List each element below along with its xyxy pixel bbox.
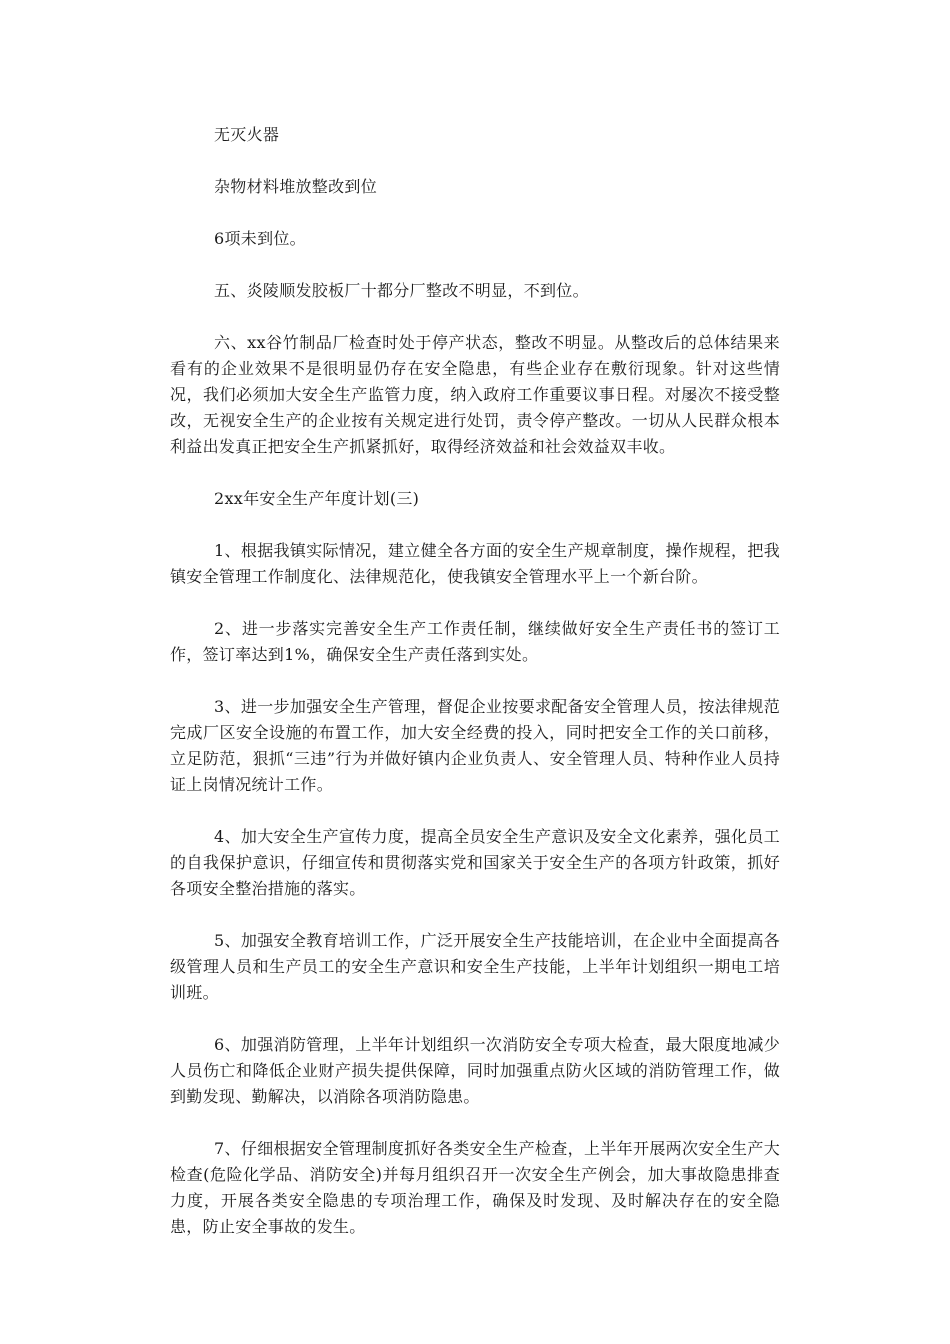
plan-item-6: 6、加强消防管理，上半年计划组织一次消防安全专项大检查，最大限度地减少人员伤亡和降低企业财产损失提供保障，同时加强重点防火区域的消防管理工作，做到勤发现、勤解决，以消除各项消防隐患。 — [170, 1035, 780, 1106]
plan-item-2: 2、进一步落实完善安全生产工作责任制，继续做好安全生产责任书的签订工作，签订率达到1%，确保安全生产责任落到实处。 — [170, 619, 780, 664]
plan-item-4: 4、加大安全生产宣传力度，提高全员安全生产意识及安全文化素养，强化员工的自我保护意识，仔细宣传和贯彻落实党和国家关于安全生产的各项方针政策，抓好各项安全整治措施的落实。 — [170, 827, 780, 898]
paragraph-item-five: 五、炎陵顺发胶板厂十都分厂整改不明显，不到位。 — [214, 281, 589, 300]
paragraph-debris-rectified: 杂物材料堆放整改到位 — [214, 177, 378, 196]
paragraph-six-items: 6项未到位。 — [214, 229, 306, 248]
document-page — [170, 122, 780, 1240]
plan-item-5: 5、加强安全教育培训工作，广泛开展安全生产技能培训，在企业中全面提高各级管理人员和生产员工的安全生产意识和安全生产技能，上半年计划组织一期电工培训班。 — [170, 931, 780, 1002]
plan-item-3: 3、进一步加强安全生产管理，督促企业按要求配备安全管理人员，按法律规范完成厂区安全设施的布置工作，加大安全经费的投入，同时把安全工作的关口前移，立足防范，狠抓“三违”行为并做好镇内企业负责人、安全管理人员、特种作业人员持证上岗情况统计工作。 — [170, 697, 780, 794]
section-heading-annual-plan: 2xx年安全生产年度计划(三) — [214, 489, 420, 508]
paragraph-item-six: 六、xx谷竹制品厂检查时处于停产状态，整改不明显。从整改后的总体结果来看有的企业效果不是很明显仍存在安全隐患，有些企业存在敷衍现象。针对这些情况，我们必须加大安全生产监管力度，纳入政府工作重要议事日程。对屡次不接受整改，无视安全生产的企业按有关规定进行处罚，责令停产整改。一切从人民群众根本利益出发真正把安全生产抓紧抓好，取得经济效益和社会效益双丰收。 — [170, 333, 780, 456]
plan-item-7: 7、仔细根据安全管理制度抓好各类安全生产检查，上半年开展两次安全生产大检查(危险化学品、消防安全)并每月组织召开一次安全生产例会，加大事故隐患排查力度，开展各类安全隐患的专项治理工作，确保及时发现、及时解决存在的安全隐患，防止安全事故的发生。 — [170, 1139, 780, 1236]
plan-item-1: 1、根据我镇实际情况，建立健全各方面的安全生产规章制度，操作规程，把我镇安全管理工作制度化、法律规范化，使我镇安全管理水平上一个新台阶。 — [170, 541, 780, 586]
paragraph-no-extinguisher: 无灭火器 — [214, 125, 280, 144]
